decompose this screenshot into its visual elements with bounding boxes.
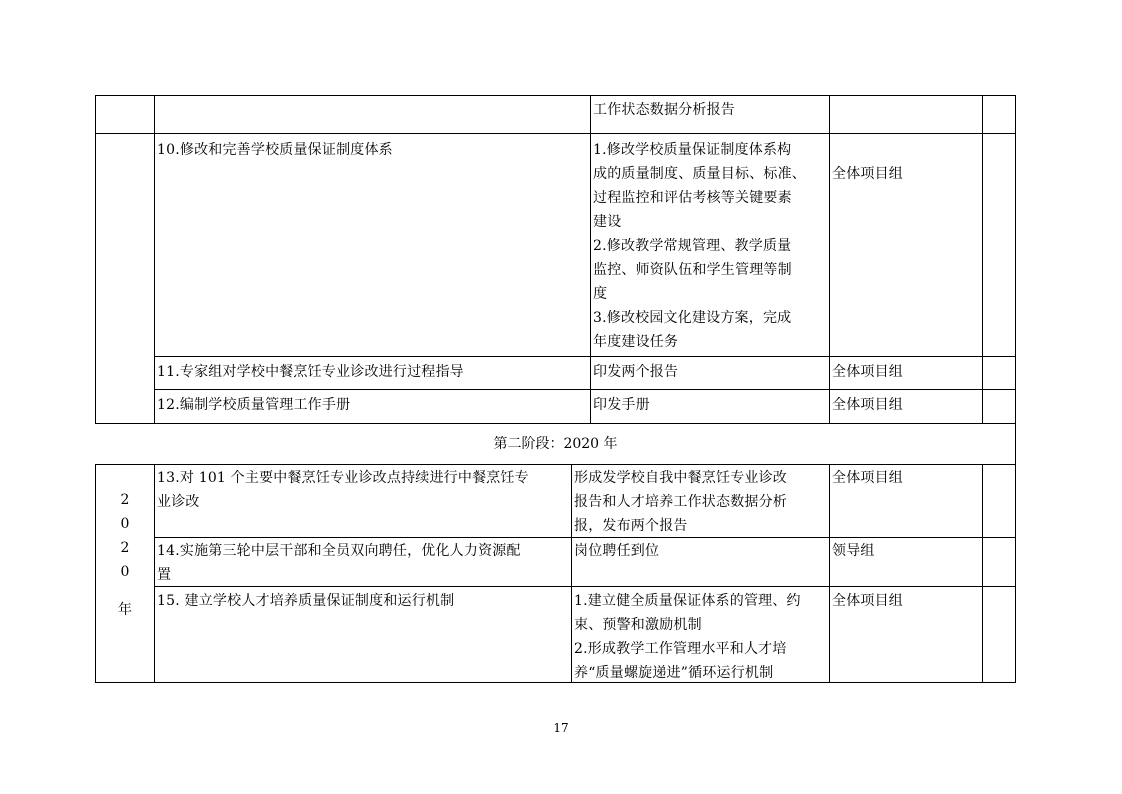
column-divider-4 (982, 95, 983, 424)
row12-outcome: 印发手册 (593, 397, 650, 413)
row15-owner: 全体项目组 (832, 593, 903, 609)
row-divider-1 (95, 133, 1016, 134)
row12-owner: 全体项目组 (832, 397, 903, 413)
table-border-bottom (95, 682, 1016, 683)
row14-owner: 领导组 (832, 543, 875, 559)
row15-task: 15. 建立学校人才培养质量保证制度和运行机制 (157, 593, 455, 609)
row14-task: 14.实施第三轮中层干部和全员双向聘任，优化人力资源配 置 (157, 543, 521, 583)
column-divider-3b (829, 464, 830, 683)
row11-owner: 全体项目组 (832, 364, 903, 380)
column-divider-1 (154, 95, 155, 424)
row-divider-3 (154, 389, 1016, 390)
column-divider-1b (154, 464, 155, 683)
row10-owner: 全体项目组 (832, 166, 903, 182)
row13-owner: 全体项目组 (832, 470, 903, 486)
stage2-header: 第二阶段：2020 年 (493, 436, 618, 452)
column-divider-3 (829, 95, 830, 424)
stage2-year-label: 2 0 2 0 年 (118, 492, 132, 618)
row13-task: 13.对 101 个主要中餐烹饪专业诊改点持续进行中餐烹饪专 业诊改 (157, 470, 529, 510)
row12-task: 12.编制学校质量管理工作手册 (157, 397, 351, 413)
row10-task: 10.修改和完善学校质量保证制度体系 (157, 142, 393, 158)
row0-outcome: 工作状态数据分析报告 (593, 102, 735, 118)
table-border-left (95, 95, 96, 424)
page-number: 17 (553, 721, 569, 735)
row13-outcome: 形成发学校自我中餐烹饪专业诊改 报告和人才培养工作状态数据分析 报，发布两个报告 (574, 470, 787, 534)
row-divider-5 (95, 464, 1016, 465)
column-divider-4b (982, 464, 983, 683)
table-border-right (1015, 95, 1016, 683)
row-divider-2 (154, 356, 1016, 357)
table-border-top (95, 95, 1016, 96)
row14-outcome: 岗位聘任到位 (574, 543, 660, 559)
row11-outcome: 印发两个报告 (593, 364, 679, 380)
column-divider-2a (590, 95, 591, 424)
row11-task: 11.专家组对学校中餐烹饪专业诊改进行过程指导 (157, 364, 464, 380)
row-divider-4 (95, 423, 1016, 424)
row15-outcome: 1.建立健全质量保证体系的管理、约 束、预警和激励机制 2.形成教学工作管理水平和人才培 养“质量螺旋递进”循环运行机制 (574, 593, 801, 681)
row10-outcome: 1.修改学校质量保证制度体系构 成的质量制度、质量目标、标准、 过程监控和评估考核等关键要素 建设 2.修改教学常规管理、教学质量 监控、师资队伍和学生管理等制 度 3.修改校园文化建设方案，完成 年度建设任务 (593, 142, 806, 350)
column-divider-2b (571, 464, 572, 683)
